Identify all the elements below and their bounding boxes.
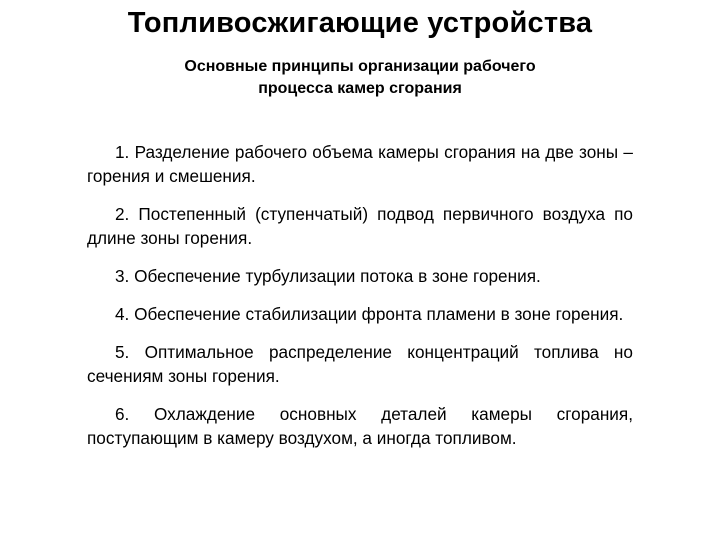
principles-list xyxy=(87,140,633,464)
principle-item-5: 5. Оптимальное распределение концентраций топлива но сечениям зоны горения. xyxy=(87,342,633,386)
principle-item-6: 6. Охлаждение основных деталей камеры сгорания, поступающим в камеру воздухом, а иногда топливом. xyxy=(87,404,633,448)
slide-title: Топливосжигающие устройства xyxy=(127,7,593,39)
slide-subtitle xyxy=(110,56,610,100)
subtitle-line-2: процесса камер сгорания xyxy=(258,80,462,97)
principle-item-3: 3. Обеспечение турбулизации потока в зоне горения. xyxy=(115,266,541,286)
principle-item-1: 1. Разделение рабочего объема камеры сгорания на две зоны – горения и смешения. xyxy=(87,142,633,186)
principle-item-2: 2. Постепенный (ступенчатый) подвод первичного воздуха по длине зоны горения. xyxy=(87,204,633,248)
subtitle-line-1: Основные принципы организации рабочего xyxy=(184,58,536,75)
principle-item-4: 4. Обеспечение стабилизации фронта пламени в зоне горения. xyxy=(115,304,624,324)
